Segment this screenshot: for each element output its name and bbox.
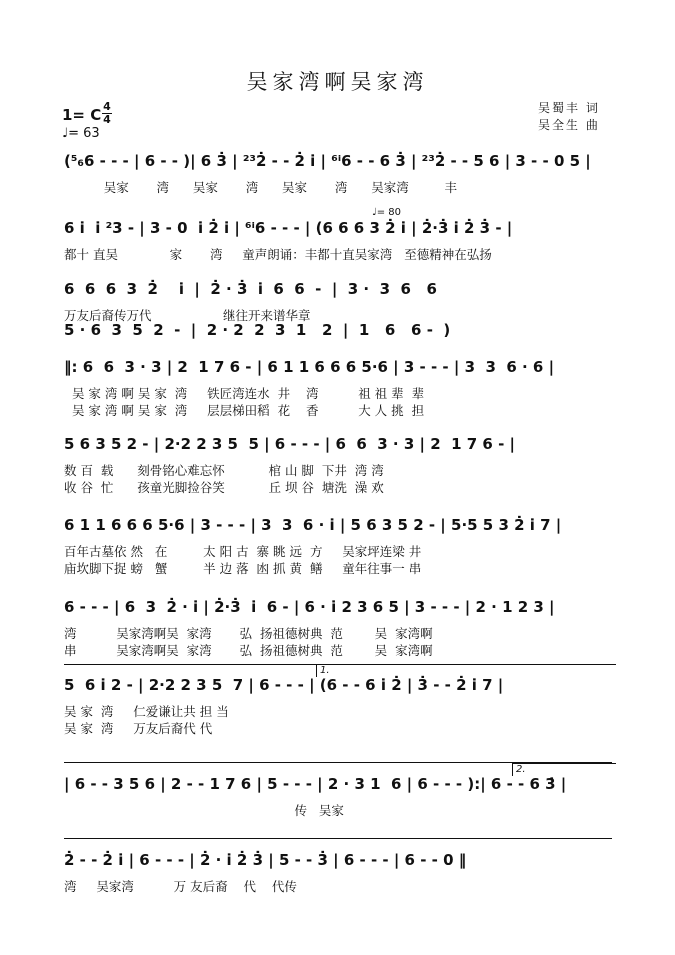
tempo-marking: ♩= 63: [62, 126, 100, 141]
lyric-row: 百年古墓依 然 在 太 阳 古 寨 眺 远 方 吴家坪连梁 井: [64, 544, 422, 559]
lyric-row: 吴 家 湾 万友后裔代 代: [64, 721, 213, 736]
time-signature: [102, 101, 112, 126]
notation-row: [64, 435, 612, 457]
key-signature: 1= C: [62, 106, 102, 124]
notation-text: 6 6 6 3 2̇ i̇ | 2̇ · 3̇ i̇ 6 6 - | 3 · 3 6 6: [64, 280, 437, 298]
song-title: 吴家湾啊吴家湾: [246, 70, 429, 94]
time-sig-bottom: 4: [103, 113, 111, 126]
lyric-row: 吴 家 湾 啊 吴 家 湾 铁匠湾连水 井 湾 祖 祖 辈 辈: [64, 386, 425, 401]
notation-text: 5 · 6 3 5 2 - | 2 · 2 2 3 1 2 | 1 6 6 - ): [64, 321, 451, 339]
notation-text: | 6 - - 3 5 6 | 2 - - 1 7 6 | 5 - - - | 2 · 3 1 6 | 6 - - - ):| 6 - - 6 3̇ |: [64, 775, 567, 793]
notation-row: [64, 598, 612, 620]
notation-text: 6 1 1 6 6 6 5·6 | 3 - - - | 3 3 6 · i̇ | 5 6 3 5 2 - | 5·5 5 3 2̇ i̇ 7 |: [64, 516, 562, 534]
notation-text: 5 6 3 5 2 - | 2·2 2 3 5 5 | 6 - - - | 6 6 3 · 3 | 2 1 7 6 - |: [64, 435, 515, 453]
notation-row: [64, 219, 612, 241]
frame-top-1: [64, 664, 612, 665]
lyric-row: 吴家 湾 吴家 湾 吴家 湾 吴家湾 丰: [64, 180, 457, 195]
composer-credit: 吴全生 曲: [538, 118, 600, 132]
notation-row: [64, 676, 612, 698]
lyric-row: 数 百 载 刻骨铭心难忘怀 棺 山 脚 下井 湾 湾: [64, 463, 384, 478]
notation-text: 2̇ - - 2̇ i̇ | 6 - - - | 2̇ · i̇ 2̇ 3̇ | 5 - - 3̇ | 6 - - - | 6 - - 0 ‖: [64, 851, 467, 869]
lyric-row: 庙坎脚下捉 螃 蟹 半 边 落 凼 抓 黄 鳝 童年往事一 串: [64, 561, 422, 576]
frame-top-2: [64, 762, 612, 763]
time-sig-top: 4: [103, 100, 111, 113]
lyricist-credit: 吴蜀丰 词: [538, 101, 600, 115]
notation-text: 5 6 i̇ 2 - | 2·2 2 3 5 7 | 6 - - - | (6 - - 6 i̇ 2̇ | 3̇ - - 2̇ i̇ 7 |: [64, 676, 504, 694]
notation-row: [64, 775, 612, 797]
tempo-change: ♩= 80: [372, 207, 401, 218]
lyric-row: 吴 家 湾 啊 吴 家 湾 层层梯田稻 花 香 大 人 挑 担: [64, 403, 425, 418]
credits: [538, 100, 600, 134]
notation-row: [64, 358, 612, 380]
volta-bracket: 1.: [316, 664, 616, 677]
volta-bracket: 2.: [512, 763, 616, 776]
lyric-row: 湾 吴家湾啊吴 家湾 弘 扬祖德树典 范 吴 家湾啊: [64, 626, 433, 641]
notation-text: (⁵₆6 - - - | 6 - - )| 6 3̇ | ²³2̇ - - 2̇ i̇ | ⁶ⁱ6 - - 6 3̇ | ²³2̇ - - 5 6 | 3 - - 0 5 |: [64, 152, 591, 170]
notation-row: [64, 516, 612, 538]
notation-text: ‖: 6 6 3 · 3 | 2 1 7 6 - | 6 1 1 6 6 6 5·6 | 3 - - - | 3 3 6 · 6 |: [64, 358, 555, 376]
lyric-row: 吴 家 湾 仁爱谦让共 担 当: [64, 704, 229, 719]
notation-row: [64, 321, 612, 343]
notation-row: [64, 152, 612, 174]
lyric-row: 湾 吴家湾 万 友后裔 代 代传: [64, 879, 297, 894]
lyric-row: 万友后裔传万代 继往开来谱华章: [64, 308, 311, 323]
frame-top-3: [64, 838, 612, 839]
lyric-row: 传 吴家: [64, 803, 344, 818]
lyric-row: 串 吴家湾啊吴 家湾 弘 扬祖德树典 范 吴 家湾啊: [64, 643, 433, 658]
lyric-row: 都十 直吴 家 湾 童声朗诵：丰都十直吴家湾 至德精神在弘扬: [64, 247, 492, 262]
notation-row: [64, 851, 612, 873]
lyric-row: 收 谷 忙 孩童光脚捡谷笑 丘 坝 谷 塘洗 澡 欢: [64, 480, 384, 495]
notation-text: 6 i̇ i̇ ²3 - | 3 - 0 i̇ 2̇ i̇ | ⁶ⁱ6 - - - | (6 6 6 3 2̇ i̇ | 2̇·3̇ i̇ 2̇ 3̇ - |: [64, 219, 513, 237]
notation-row: [64, 280, 612, 302]
notation-text: 6 - - - | 6 3 2̇ · i̇ | 2̇·3̇ i̇ 6 - | 6 · i̇ 2 3 6 5 | 3 - - - | 2 · 1 2 3 |: [64, 598, 555, 616]
